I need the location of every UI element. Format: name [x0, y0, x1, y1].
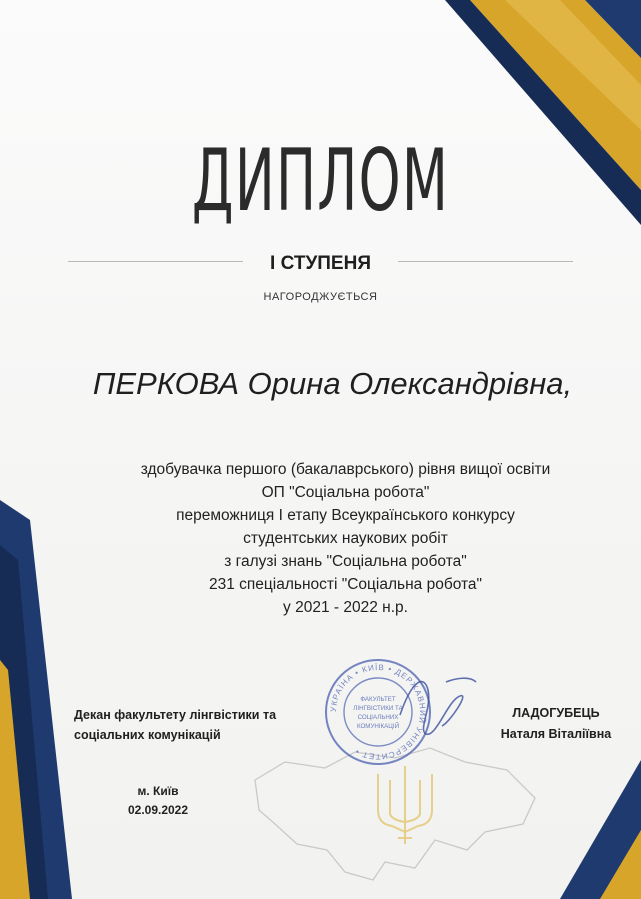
- seal-center-line: ЛІНГВІСТИКИ ТА: [353, 705, 403, 712]
- awarded-label: НАГОРОДЖУЄТЬСЯ: [263, 291, 378, 303]
- signer-surname: ЛАДОГУБЕЦЬ: [512, 706, 600, 720]
- degree-level: І СТУПЕНЯ: [270, 253, 371, 274]
- award-description: [0, 458, 641, 619]
- description-line: ОП "Соціальна робота": [261, 484, 430, 501]
- place: м. Київ: [137, 784, 179, 798]
- signer-block: [486, 703, 626, 745]
- description-line: з галузі знань "Соціальна робота": [224, 553, 467, 570]
- place-date: [108, 782, 208, 820]
- diploma-title: ДИПЛОМ: [191, 131, 450, 231]
- handwritten-signature-icon: [390, 660, 480, 750]
- description-line: студентських наукових робіт: [243, 530, 448, 547]
- description-line: здобувачка першого (бакалаврського) рівня вищої освіти: [140, 461, 551, 478]
- recipient-name: ПЕРКОВА Орина Олександрівна,: [92, 366, 573, 401]
- description-line: 231 спеціальності "Соціальна робота": [208, 576, 483, 593]
- seal-ring-text: УКРАЇНА • КИЇВ • ДЕРЖАВНИЙ УНІВЕРСИТЕТ •: [328, 662, 428, 762]
- dean-title-line: соціальних комунікацій: [74, 728, 221, 742]
- dean-title-line: Декан факультету лінгвістики та: [74, 708, 277, 722]
- trident-emblem-icon: [370, 762, 440, 848]
- date: 02.09.2022: [127, 803, 189, 817]
- signer-name: Наталя Віталіївна: [500, 727, 612, 741]
- dean-title: [74, 705, 276, 745]
- seal-center-line: КОМУНІКАЦІЙ: [356, 723, 400, 730]
- seal-center-line: ФАКУЛЬТЕТ: [360, 696, 396, 703]
- description-line: переможниця І етапу Всеукраїнського конкурсу: [176, 507, 515, 524]
- seal-center-line: СОЦІАЛЬНИХ: [357, 714, 399, 721]
- description-line: у 2021 - 2022 н.р.: [283, 599, 408, 616]
